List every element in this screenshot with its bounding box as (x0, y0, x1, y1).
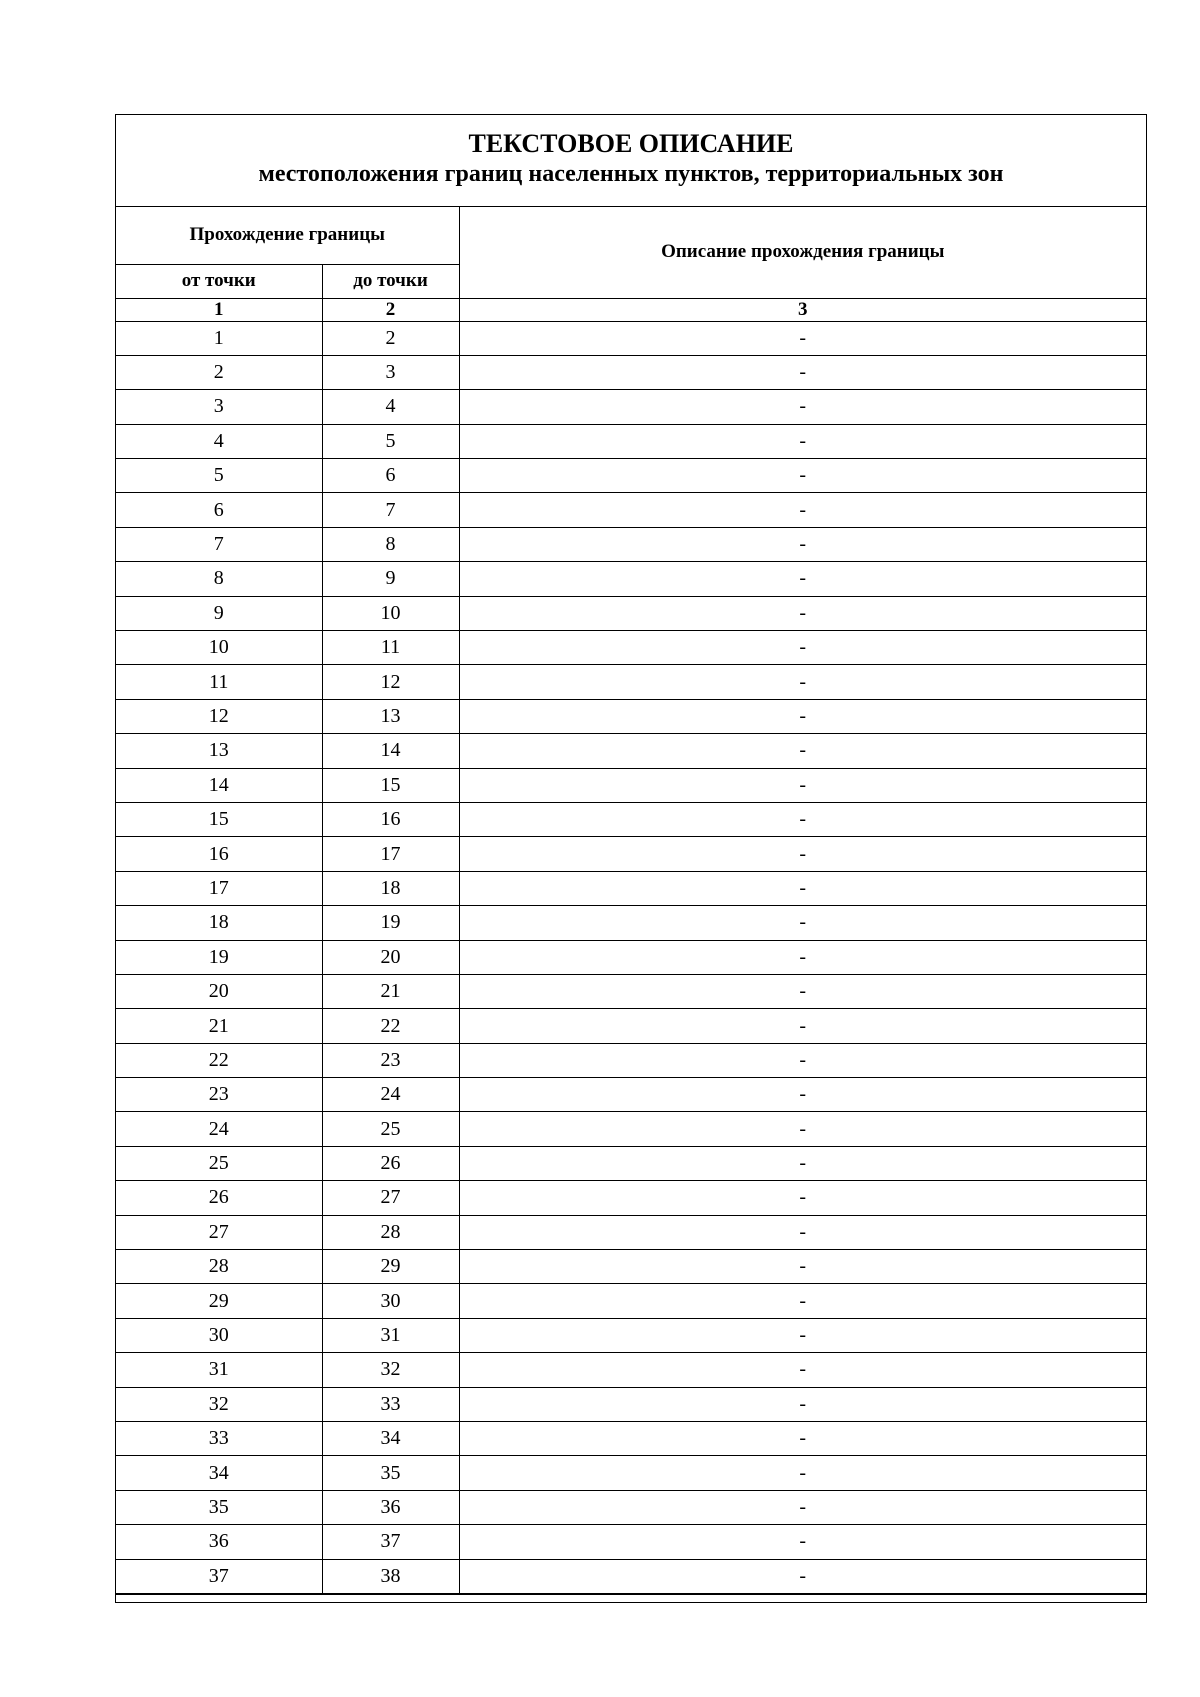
table-row (116, 1181, 1146, 1215)
cell-from-point: 20 (116, 974, 322, 1008)
cell-from-point: 31 (116, 1353, 322, 1387)
cell-to-point: 26 (322, 1146, 459, 1180)
cell-from-point: 13 (116, 734, 322, 768)
cell-to-point: 11 (322, 631, 459, 665)
group-header-boundary: Прохождение границы (116, 207, 459, 264)
cell-description: - (459, 459, 1146, 493)
table-row (116, 699, 1146, 733)
cell-to-point: 34 (322, 1422, 459, 1456)
cell-to-point: 29 (322, 1250, 459, 1284)
cell-description: - (459, 1559, 1146, 1593)
cell-to-point: 38 (322, 1559, 459, 1593)
cell-from-point: 33 (116, 1422, 322, 1456)
cell-to-point: 18 (322, 871, 459, 905)
cell-to-point: 33 (322, 1387, 459, 1421)
cell-description: - (459, 1250, 1146, 1284)
cell-to-point: 36 (322, 1490, 459, 1524)
cell-from-point: 19 (116, 940, 322, 974)
cell-from-point: 17 (116, 871, 322, 905)
cell-from-point: 32 (116, 1387, 322, 1421)
cell-description: - (459, 1146, 1146, 1180)
column-number: 1 (116, 298, 322, 321)
cell-from-point: 27 (116, 1215, 322, 1249)
table-row (116, 1078, 1146, 1112)
cell-description: - (459, 390, 1146, 424)
table-row (116, 596, 1146, 630)
cell-to-point: 13 (322, 699, 459, 733)
cell-to-point: 4 (322, 390, 459, 424)
table-row (116, 768, 1146, 802)
cell-description: - (459, 1181, 1146, 1215)
cell-to-point: 2 (322, 321, 459, 355)
cell-to-point: 7 (322, 493, 459, 527)
cell-to-point: 10 (322, 596, 459, 630)
cell-description: - (459, 665, 1146, 699)
document-title: ТЕКСТОВОЕ ОПИСАНИЕ (468, 129, 794, 158)
cell-to-point: 37 (322, 1525, 459, 1559)
cell-description: - (459, 1009, 1146, 1043)
cell-from-point: 10 (116, 631, 322, 665)
cell-description: - (459, 1525, 1146, 1559)
cell-description: - (459, 1456, 1146, 1490)
cell-to-point: 15 (322, 768, 459, 802)
cell-description: - (459, 424, 1146, 458)
cell-description: - (459, 699, 1146, 733)
header-description: Описание прохождения границы (459, 207, 1146, 298)
table-row (116, 940, 1146, 974)
cell-to-point: 23 (322, 1043, 459, 1077)
cell-from-point: 21 (116, 1009, 322, 1043)
cell-to-point: 17 (322, 837, 459, 871)
cell-from-point: 37 (116, 1559, 322, 1593)
cell-description: - (459, 321, 1146, 355)
cell-description: - (459, 631, 1146, 665)
cell-description: - (459, 1490, 1146, 1524)
table-row (116, 631, 1146, 665)
cell-to-point: 8 (322, 527, 459, 561)
table-row (116, 1215, 1146, 1249)
cell-from-point: 26 (116, 1181, 322, 1215)
cell-from-point: 14 (116, 768, 322, 802)
cell-description: - (459, 1078, 1146, 1112)
cell-description: - (459, 1387, 1146, 1421)
table-row (116, 1387, 1146, 1421)
cell-description: - (459, 355, 1146, 389)
cell-description: - (459, 1215, 1146, 1249)
cell-to-point: 12 (322, 665, 459, 699)
table-row (116, 906, 1146, 940)
table-row (116, 1422, 1146, 1456)
cell-description: - (459, 906, 1146, 940)
table-row (116, 665, 1146, 699)
cell-description: - (459, 940, 1146, 974)
cell-description: - (459, 802, 1146, 836)
cell-to-point: 30 (322, 1284, 459, 1318)
column-number: 3 (459, 298, 1146, 321)
table-row (116, 355, 1146, 389)
cell-from-point: 22 (116, 1043, 322, 1077)
cell-description: - (459, 768, 1146, 802)
cell-from-point: 34 (116, 1456, 322, 1490)
table-row (116, 562, 1146, 596)
cell-from-point: 8 (116, 562, 322, 596)
cell-description: - (459, 493, 1146, 527)
table-row (116, 527, 1146, 561)
cell-description: - (459, 1318, 1146, 1352)
table-row (116, 1146, 1146, 1180)
cell-from-point: 30 (116, 1318, 322, 1352)
column-number: 2 (322, 298, 459, 321)
cell-from-point: 5 (116, 459, 322, 493)
cell-from-point: 15 (116, 802, 322, 836)
cell-to-point: 27 (322, 1181, 459, 1215)
table-row (116, 321, 1146, 355)
cell-to-point: 35 (322, 1456, 459, 1490)
cell-from-point: 29 (116, 1284, 322, 1318)
cell-from-point: 35 (116, 1490, 322, 1524)
cell-to-point: 9 (322, 562, 459, 596)
table-row (116, 1250, 1146, 1284)
table-row (116, 734, 1146, 768)
table-row (116, 1525, 1146, 1559)
cell-to-point: 20 (322, 940, 459, 974)
table-row (116, 871, 1146, 905)
boundary-table (116, 207, 1146, 1594)
table-row (116, 802, 1146, 836)
table-row (116, 1456, 1146, 1490)
cell-description: - (459, 1112, 1146, 1146)
cell-to-point: 3 (322, 355, 459, 389)
cell-from-point: 12 (116, 699, 322, 733)
cell-from-point: 23 (116, 1078, 322, 1112)
table-row (116, 1490, 1146, 1524)
cell-description: - (459, 596, 1146, 630)
cell-from-point: 7 (116, 527, 322, 561)
cell-from-point: 4 (116, 424, 322, 458)
header-from-point: от точки (116, 264, 322, 298)
cell-description: - (459, 1043, 1146, 1077)
cell-from-point: 6 (116, 493, 322, 527)
cell-to-point: 5 (322, 424, 459, 458)
cell-to-point: 14 (322, 734, 459, 768)
cell-description: - (459, 871, 1146, 905)
table-row (116, 837, 1146, 871)
cell-to-point: 28 (322, 1215, 459, 1249)
cell-description: - (459, 527, 1146, 561)
cell-to-point: 21 (322, 974, 459, 1008)
cell-description: - (459, 562, 1146, 596)
cell-to-point: 31 (322, 1318, 459, 1352)
cell-description: - (459, 974, 1146, 1008)
cell-from-point: 16 (116, 837, 322, 871)
cell-from-point: 18 (116, 906, 322, 940)
cell-description: - (459, 734, 1146, 768)
table-row (116, 1284, 1146, 1318)
cell-from-point: 11 (116, 665, 322, 699)
cell-to-point: 16 (322, 802, 459, 836)
cell-description: - (459, 1422, 1146, 1456)
cell-from-point: 3 (116, 390, 322, 424)
cell-to-point: 25 (322, 1112, 459, 1146)
title-block (116, 115, 1146, 207)
cell-to-point: 19 (322, 906, 459, 940)
table-row (116, 390, 1146, 424)
table-row (116, 1559, 1146, 1593)
table-row (116, 1043, 1146, 1077)
cell-from-point: 9 (116, 596, 322, 630)
table-row (116, 459, 1146, 493)
cell-description: - (459, 1353, 1146, 1387)
document-subtitle: местоположения границ населенных пунктов, территориальных зон (258, 161, 1004, 187)
cell-to-point: 32 (322, 1353, 459, 1387)
cell-to-point: 6 (322, 459, 459, 493)
cell-from-point: 1 (116, 321, 322, 355)
document-sheet (115, 114, 1147, 1603)
table-row (116, 1318, 1146, 1352)
cell-to-point: 24 (322, 1078, 459, 1112)
cell-from-point: 25 (116, 1146, 322, 1180)
cell-from-point: 36 (116, 1525, 322, 1559)
cell-from-point: 24 (116, 1112, 322, 1146)
cell-description: - (459, 837, 1146, 871)
table-row (116, 1353, 1146, 1387)
table-row (116, 1009, 1146, 1043)
table-row (116, 424, 1146, 458)
table-row (116, 493, 1146, 527)
cell-to-point: 22 (322, 1009, 459, 1043)
cell-from-point: 2 (116, 355, 322, 389)
table-bottom-border (116, 1594, 1146, 1602)
table-row (116, 1112, 1146, 1146)
cell-from-point: 28 (116, 1250, 322, 1284)
table-row (116, 974, 1146, 1008)
cell-description: - (459, 1284, 1146, 1318)
header-to-point: до точки (322, 264, 459, 298)
table-body (116, 321, 1146, 1593)
